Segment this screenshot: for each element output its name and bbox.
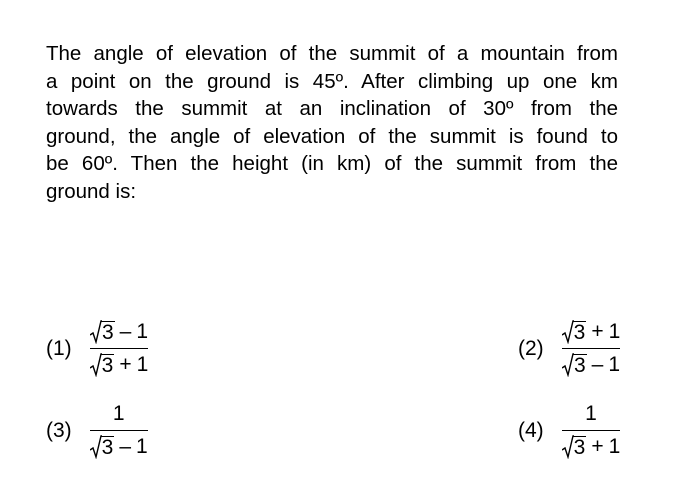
operator: – — [591, 353, 604, 376]
operator: + — [119, 353, 132, 376]
question-line: ground is: — [46, 179, 137, 203]
fraction-denominator — [90, 351, 149, 379]
sqrt-expression — [562, 353, 587, 377]
fraction-bar — [562, 348, 621, 349]
question-text — [46, 40, 618, 205]
question-line: a point on the ground is 45º. After climbing up one km — [46, 69, 618, 93]
term: 1 — [136, 435, 148, 458]
fraction — [90, 318, 149, 379]
term: 1 — [136, 353, 149, 376]
question-line: ground, the angle of elevation of the summit is found to — [46, 124, 618, 148]
sqrt-expression — [90, 320, 115, 344]
option-4[interactable] — [518, 400, 620, 461]
fraction-bar — [562, 430, 621, 431]
term: 1 — [136, 320, 149, 343]
radicand: 3 — [573, 354, 586, 377]
radicand: 3 — [573, 436, 586, 459]
radicand: 3 — [101, 321, 114, 344]
question-line: The angle of elevation of the summit of a mountain from — [46, 42, 618, 65]
sqrt-expression — [90, 353, 115, 377]
term: 1 — [585, 402, 597, 425]
fraction — [562, 318, 621, 379]
term: 1 — [608, 353, 621, 376]
fraction-numerator — [90, 318, 148, 346]
term: 1 — [112, 402, 125, 425]
fraction-denominator — [562, 433, 621, 461]
operator: + — [591, 435, 604, 458]
operator: – — [119, 320, 132, 343]
fraction — [562, 400, 621, 461]
sqrt-expression — [90, 435, 115, 459]
fraction-bar — [90, 348, 149, 349]
option-label: (3) — [46, 418, 72, 442]
radicand: 3 — [573, 321, 586, 344]
option-3[interactable] — [46, 400, 148, 461]
fraction-numerator — [562, 318, 621, 346]
option-label: (4) — [518, 418, 544, 442]
term: 1 — [608, 435, 621, 458]
fraction-bar — [90, 430, 148, 431]
fraction-numerator — [113, 400, 125, 428]
sqrt-expression — [562, 435, 587, 459]
radicand: 3 — [101, 354, 114, 377]
option-label: (1) — [46, 336, 72, 360]
fraction-denominator — [562, 351, 620, 379]
question-line: towards the summit at an inclination of 30º from the — [46, 97, 618, 120]
radicand: 3 — [101, 436, 114, 459]
sqrt-expression — [562, 320, 587, 344]
fraction — [90, 400, 148, 461]
operator: – — [119, 435, 132, 458]
fraction-denominator — [90, 433, 148, 461]
option-label: (2) — [518, 336, 544, 360]
question-line: be 60º. Then the height (in km) of the summit from the — [46, 152, 618, 175]
term: 1 — [608, 320, 621, 343]
option-1[interactable] — [46, 318, 148, 379]
operator: + — [591, 320, 604, 343]
option-2[interactable] — [518, 318, 620, 379]
fraction-numerator — [585, 400, 597, 428]
